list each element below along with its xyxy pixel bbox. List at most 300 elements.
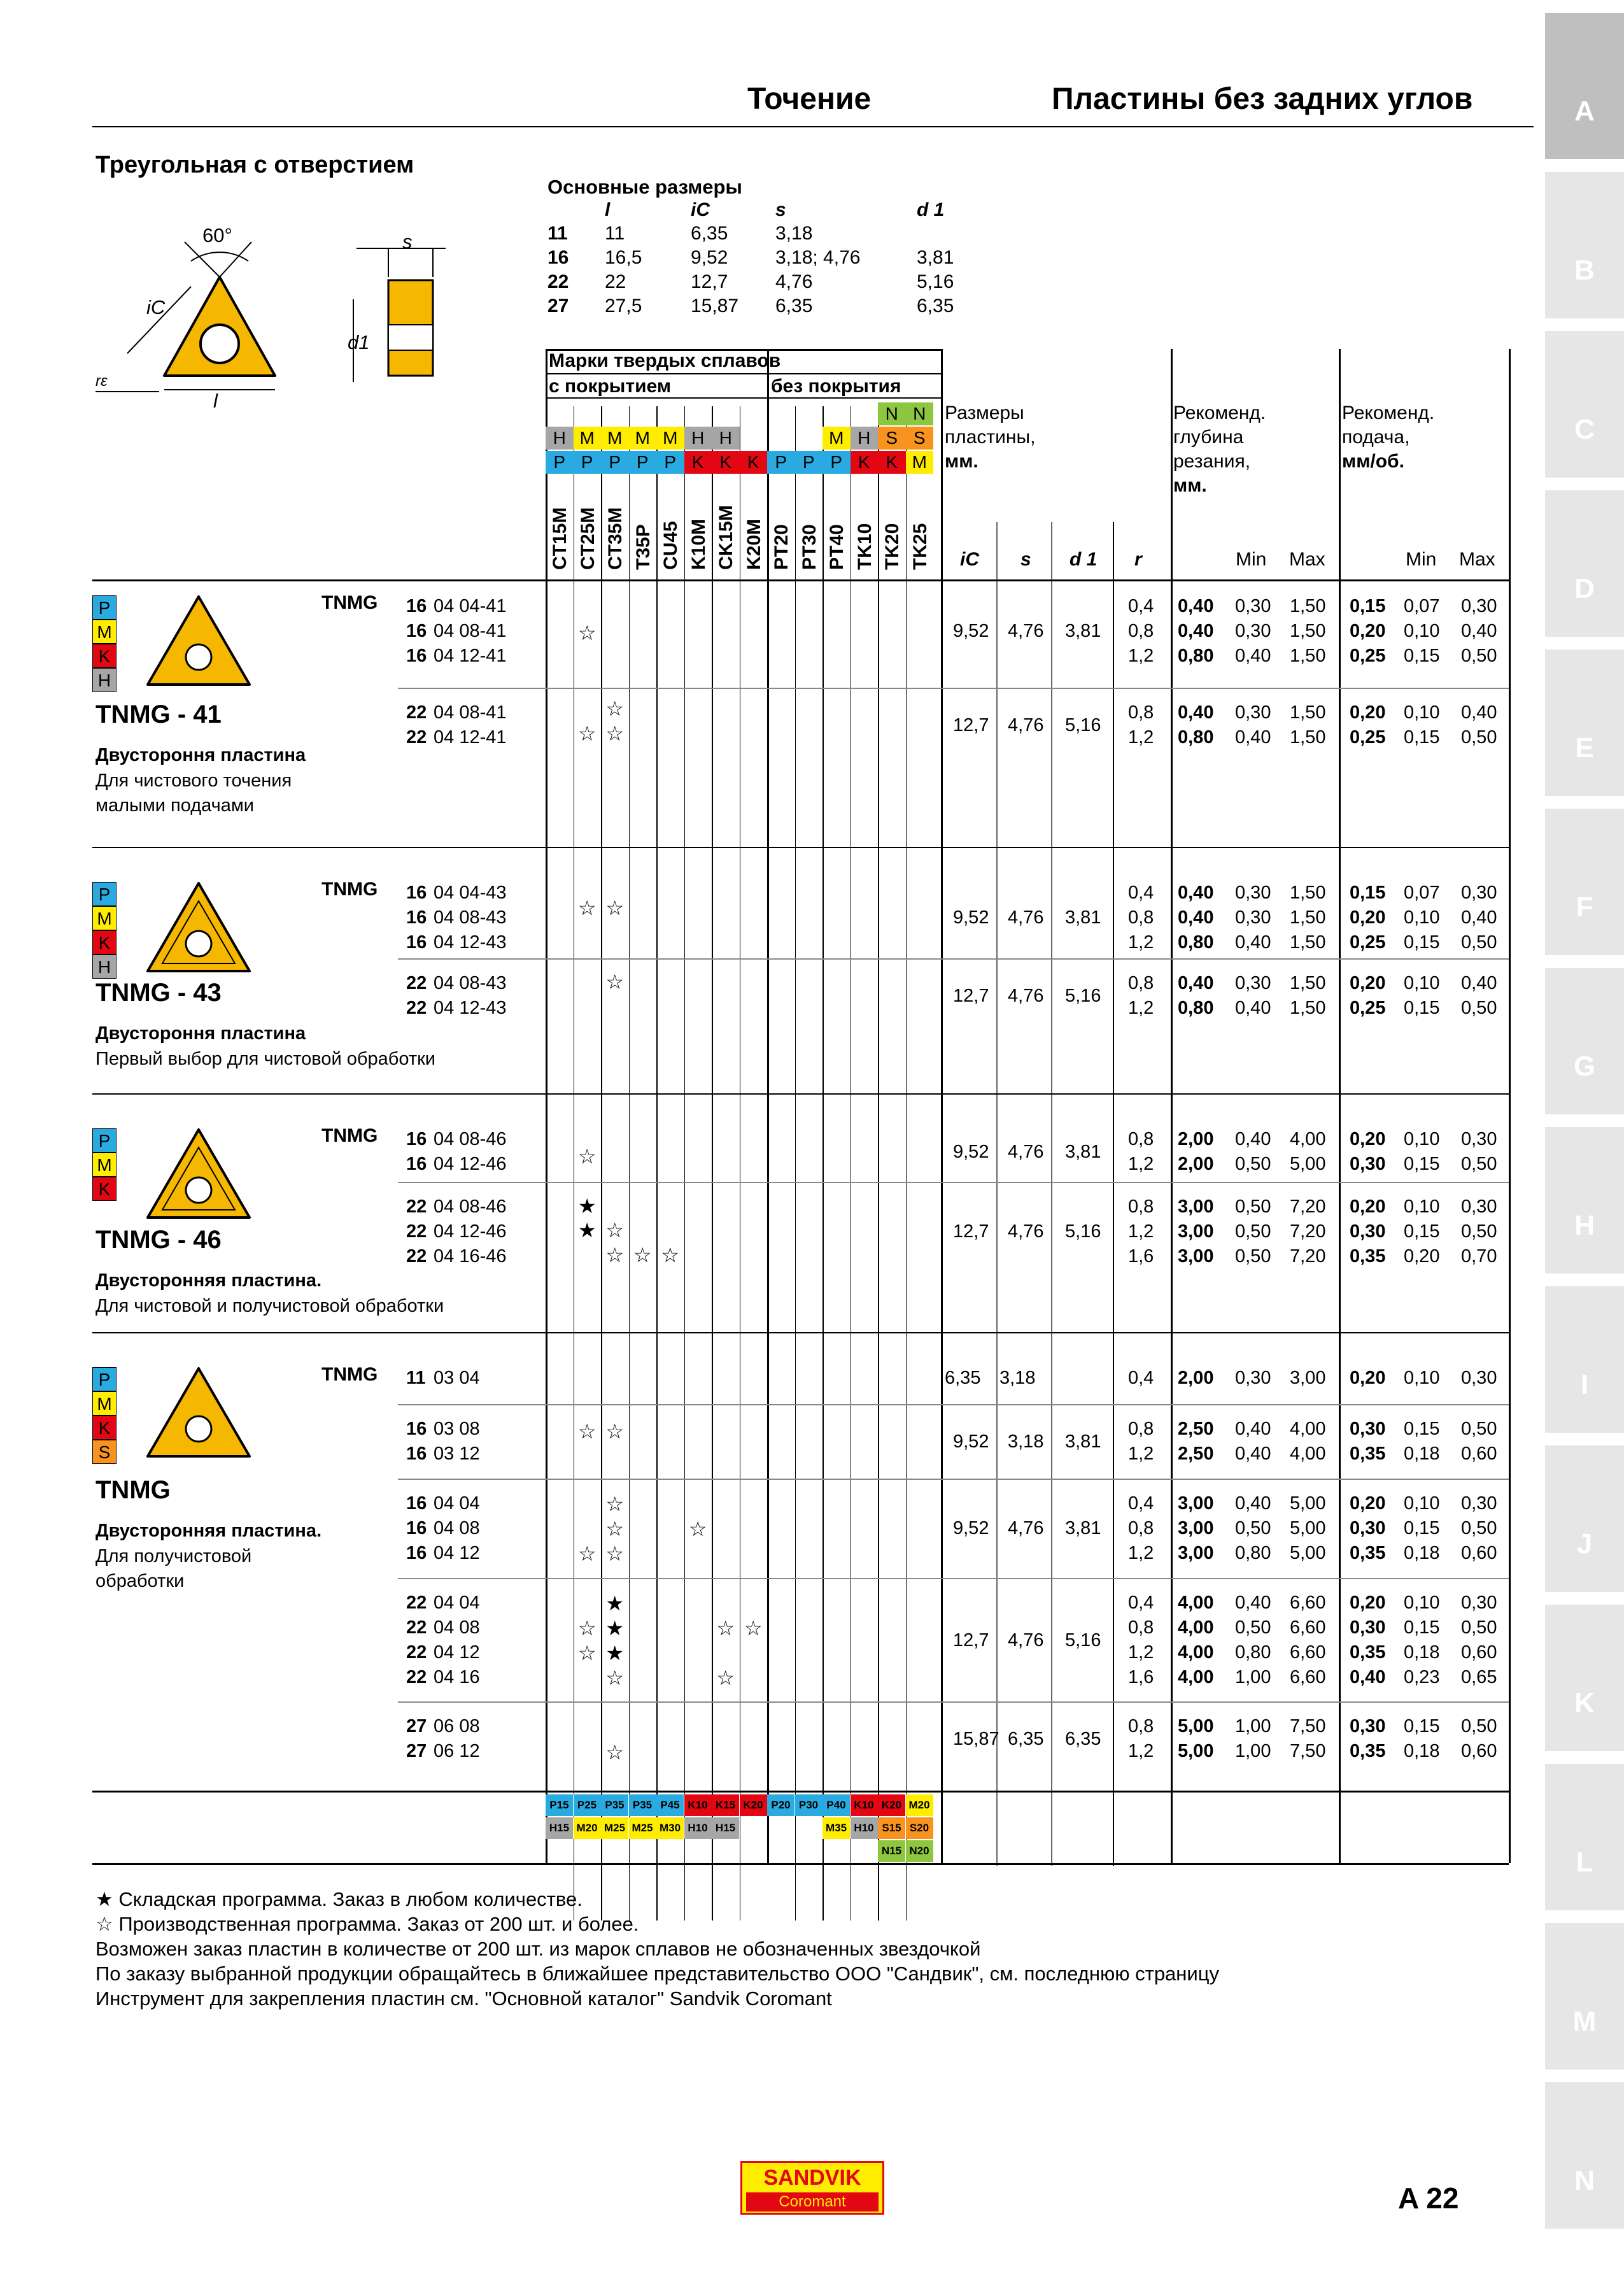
size-d1: 3,81 [1065,1431,1101,1452]
depth-max: 4,00 [1290,1444,1326,1464]
radius: 0,8 [1128,1716,1154,1736]
radius: 1,2 [1128,1444,1154,1464]
radius: 0,8 [1128,1419,1154,1439]
depth-max: 5,00 [1290,1154,1326,1174]
size-ic: 12,7 [953,985,989,1006]
grade-code: P45 [656,1794,684,1816]
depth-max: 1,50 [1290,932,1326,953]
grade-k10m: K10M [688,518,709,570]
radius: 1,2 [1128,1543,1154,1563]
depth-min: 0,30 [1235,907,1271,928]
size-d1: 5,16 [1065,1629,1101,1651]
grade-code: M20 [574,1817,601,1839]
depth-min: 0,30 [1235,1368,1271,1388]
code-prefix: 22 [406,727,427,748]
ic-label: iC [146,296,166,318]
depth-max: 1,50 [1290,973,1326,993]
iso-mid: H [712,427,740,450]
code-prefix: 22 [406,702,427,723]
iso-badge-k: K [92,930,117,955]
feed-min: 0,18 [1404,1543,1440,1563]
feed-rec: 0,30 [1350,1716,1386,1736]
side-tab-g[interactable] [1545,968,1624,1114]
feed-min: 0,15 [1404,1617,1440,1638]
d1-label: d1 [348,331,370,353]
column-header: Max [1459,549,1495,570]
size-ic: 15,87 [953,1728,999,1749]
code-suffix: 06 12 [434,1741,480,1761]
depth-max: 1,50 [1290,907,1326,928]
side-tab-f[interactable] [1545,809,1624,955]
iso-n: N [906,402,934,425]
depth-max: 6,60 [1290,1617,1326,1638]
depth-header: резания, [1173,451,1251,472]
radius: 0,8 [1128,1617,1154,1638]
feed-max: 0,50 [1461,1617,1497,1638]
feed-min: 0,15 [1404,998,1440,1018]
star-mark: ☆ [688,1517,707,1540]
size-header: Размеры [945,402,1024,423]
block-separator [398,1479,1509,1480]
feed-max: 0,50 [1461,1221,1497,1242]
dims-cell: 6,35 [917,295,954,316]
grade-code: P35 [601,1794,628,1816]
depth-rec: 3,00 [1178,1246,1214,1267]
star-mark: ★ [577,1219,597,1242]
star-mark: ☆ [605,1493,625,1516]
feed-rec: 0,25 [1350,727,1386,748]
radius: 0,8 [1128,907,1154,928]
dims-cell: 16 [547,247,569,268]
feed-min: 0,10 [1404,702,1440,723]
size-s: 4,76 [1008,1141,1044,1162]
feed-min: 0,07 [1404,883,1440,903]
block-separator [398,1404,1509,1405]
depth-max: 4,00 [1290,1419,1326,1439]
code-suffix: 04 16 [434,1667,480,1687]
iso-badge-m: M [92,1391,117,1416]
feed-rec: 0,20 [1350,1593,1386,1613]
feed-rec: 0,20 [1350,702,1386,723]
side-tab-e[interactable] [1545,650,1624,796]
size-s: 4,76 [1008,985,1044,1006]
grade-col-line [656,406,658,1920]
star-mark: ☆ [605,1219,625,1242]
star-mark: ☆ [605,970,625,993]
size-d1: 5,16 [1065,714,1101,735]
depth-min: 0,40 [1235,1493,1271,1514]
code-suffix: 04 04-41 [434,596,507,616]
insert-name: TNMG - 43 [95,979,222,1007]
dims-col-header: d 1 [917,199,945,220]
depth-min: 0,50 [1235,1154,1271,1174]
depth-rec: 4,00 [1178,1593,1214,1613]
code-prefix: 22 [406,998,427,1018]
iso-badge-h: H [92,668,117,692]
insert-hole [201,325,239,363]
grade-ct25m: CT25M [577,507,598,570]
iso-badge-m: M [92,1153,117,1177]
grade-col-line [629,406,630,1920]
feed-min: 0,15 [1404,1518,1440,1538]
insert-name: TNMG - 46 [95,1226,222,1254]
depth-rec: 0,80 [1178,998,1214,1018]
depth-max: 1,50 [1290,646,1326,666]
logo-text: SANDVIK [763,2166,861,2190]
iso-badge-p: P [92,882,117,906]
grade-code: M25 [629,1817,656,1839]
feed-min: 0,15 [1404,727,1440,748]
code-prefix: 16 [406,646,427,666]
depth-min: 0,30 [1235,702,1271,723]
column-header: Min [1236,549,1267,570]
insert-desc-bold: Двустороння пластина [95,1023,306,1044]
grade-code: M25 [601,1817,628,1839]
table-vline [546,349,547,1863]
feed-max: 0,60 [1461,1741,1497,1761]
feed-rec: 0,20 [1350,1129,1386,1149]
depth-rec: 2,50 [1178,1444,1214,1464]
size-s: 4,76 [1008,1221,1044,1242]
iso-low: P [601,451,629,474]
grade-code: N15 [878,1840,905,1862]
grade-t35p: T35P [632,524,654,570]
grade-ck15m: CK15M [716,505,737,570]
depth-max: 1,50 [1290,596,1326,616]
s-label: s [402,231,413,253]
feed-max: 0,30 [1461,596,1497,616]
grade-col-line [906,406,907,1920]
feed-header: Рекоменд. [1342,402,1435,423]
side-tab-label: C [1574,414,1595,445]
star-mark: ☆ [605,1517,625,1540]
feed-min: 0,18 [1404,1741,1440,1761]
grade-col-line [795,406,796,1920]
grade-code: K10 [684,1794,712,1816]
code-suffix: 04 04 [434,1493,480,1514]
depth-rec: 0,80 [1178,727,1214,748]
dims-cell: 22 [547,271,569,292]
grade-ct15m: CT15M [549,507,570,570]
section-title: Точение [747,82,872,116]
feed-rec: 0,30 [1350,1617,1386,1638]
footnote: Инструмент для закрепления пластин см. "Основной каталог" Sandvik Coromant [95,1987,832,2010]
depth-min: 0,30 [1235,883,1271,903]
feed-rec: 0,25 [1350,998,1386,1018]
star-mark: ☆ [577,1420,597,1443]
column-header: d 1 [1070,549,1098,570]
radius: 1,2 [1128,998,1154,1018]
feed-rec: 0,35 [1350,1741,1386,1761]
code-prefix: 16 [406,1129,427,1149]
iso-low: M [906,451,934,474]
code-prefix: 22 [406,1593,427,1613]
star-mark: ★ [605,1617,625,1640]
depth-rec: 0,40 [1178,907,1214,928]
side-tab-d[interactable] [1545,490,1624,637]
code-prefix: 22 [406,1642,427,1663]
radius: 1,2 [1128,646,1154,666]
code-prefix: 27 [406,1716,427,1736]
type-label: TNMG [321,592,378,613]
side-tab-label: J [1576,1528,1593,1559]
star-mark: ☆ [605,1542,625,1565]
feed-max: 0,50 [1461,932,1497,953]
subtitle: Треугольная с отверстием [95,152,414,178]
grade-code: K20 [740,1794,767,1816]
grades-title: Марки твердых сплавов [549,350,781,371]
code-suffix: 04 04-43 [434,883,507,903]
depth-max: 7,50 [1290,1741,1326,1761]
depth-max: 6,60 [1290,1667,1326,1687]
depth-min: 0,40 [1235,1444,1271,1464]
size-d1: 6,35 [1065,1728,1101,1749]
r-col-line [1113,522,1114,1866]
side-tab-label: G [1573,1051,1596,1082]
feed-min: 0,10 [1404,1493,1440,1514]
star-mark: ☆ [577,1642,597,1665]
insert-icon [141,877,256,979]
footnote: Возможен заказ пластин в количестве от 200 шт. из марок сплавов не обозначенных звездочкой [95,1938,981,1960]
header-bottom-line [92,579,1509,581]
re-label: rε [95,373,108,390]
iso-badge-m: M [92,906,117,930]
radius: 1,2 [1128,1741,1154,1761]
depth-rec: 0,40 [1178,973,1214,993]
dims-cell: 4,76 [775,271,813,292]
depth-min: 1,00 [1235,1716,1271,1736]
grade-code: N20 [906,1840,933,1862]
iso-mid: M [629,427,657,450]
code-suffix: 04 12-43 [434,932,507,953]
type-label: TNMG [321,879,378,900]
code-suffix: 04 12 [434,1642,480,1663]
feed-header: подача, [1342,427,1410,448]
dims-cell: 22 [605,271,626,292]
radius: 0,4 [1128,596,1154,616]
iso-badge-p: P [92,595,117,620]
group-separator [92,847,1509,848]
iso-low: P [656,451,684,474]
feed-min: 0,15 [1404,932,1440,953]
iso-low: K [878,451,906,474]
size-ic: 12,7 [953,714,989,735]
depth-max: 7,20 [1290,1196,1326,1217]
code-suffix: 04 08-46 [434,1129,507,1149]
depth-rec: 3,00 [1178,1518,1214,1538]
bottom-rule [92,1791,1509,1793]
star-mark: ☆ [605,897,625,919]
depth-rec: 0,40 [1178,702,1214,723]
iso-badge-p: P [92,1128,117,1153]
star-mark: ☆ [577,1617,597,1640]
depth-min: 0,50 [1235,1221,1271,1242]
grade-code: H10 [851,1817,878,1839]
code-prefix: 16 [406,907,427,928]
footnote: ☆ Производственная программа. Заказ от 200 шт. и более. [95,1913,639,1935]
side-tab-b[interactable] [1545,172,1624,318]
code-suffix: 04 08-41 [434,621,507,641]
side-tab-l[interactable] [1545,1764,1624,1910]
depth-rec: 0,80 [1178,932,1214,953]
side-tab-a[interactable] [1545,13,1624,159]
block-separator [398,1701,1509,1703]
depth-max: 5,00 [1290,1543,1326,1563]
depth-max: 1,50 [1290,727,1326,748]
radius: 1,2 [1128,727,1154,748]
feed-min: 0,15 [1404,1419,1440,1439]
feed-min: 0,10 [1404,1368,1440,1388]
size-d1: 3,81 [1065,907,1101,928]
depth-rec: 3,00 [1178,1493,1214,1514]
star-mark: ☆ [716,1617,735,1640]
depth-min: 0,40 [1235,998,1271,1018]
grade-code: P15 [546,1794,573,1816]
iso-mid: M [823,427,851,450]
size-ic: 9,52 [953,907,989,928]
grade-col-line [851,406,852,1920]
insert-desc-bold: Двусторонняя пластина. [95,1270,322,1291]
insert-desc: малыми подачами [95,795,255,816]
feed-min: 0,15 [1404,1221,1440,1242]
size-ic: 12,7 [953,1629,989,1651]
grade-cu45: CU45 [660,521,681,570]
grade-code: H10 [684,1817,712,1839]
size-s: 4,76 [1008,1518,1044,1538]
star-mark: ☆ [633,1244,652,1267]
code-prefix: 22 [406,1221,427,1242]
feed-max: 0,30 [1461,883,1497,903]
size-d1: 3,81 [1065,1141,1101,1162]
table-vline [1171,349,1173,1863]
dims-cell: 11 [547,223,568,244]
size-ic: 9,52 [953,621,989,641]
depth-rec: 2,00 [1178,1154,1214,1174]
feed-min: 0,10 [1404,1196,1440,1217]
code-prefix: 16 [406,621,427,641]
size-s: 4,76 [1008,1629,1044,1651]
code-prefix: 22 [406,1667,427,1687]
grade-col-line [712,406,713,1920]
page-number: A 22 [1398,2182,1459,2215]
size-ic: 12,7 [953,1221,989,1242]
feed-max: 0,40 [1461,702,1497,723]
insert-desc: обработки [95,1571,185,1591]
dims-cell: 3,18; 4,76 [775,247,861,268]
feed-min: 0,23 [1404,1667,1440,1687]
feed-max: 0,60 [1461,1642,1497,1663]
feed-max: 0,50 [1461,646,1497,666]
insert-desc: Для чистового точения [95,770,292,791]
size-ic: 9,52 [953,1431,989,1452]
side-tab-k[interactable] [1545,1605,1624,1751]
depth-min: 0,30 [1235,973,1271,993]
grade-code: K10 [851,1794,878,1816]
side-tab-j[interactable] [1545,1445,1624,1592]
code-prefix: 22 [406,1246,427,1267]
depth-rec: 4,00 [1178,1667,1214,1687]
iso-mid: S [878,427,906,450]
iso-low: P [795,451,823,474]
grade-pt30: PT30 [798,524,820,570]
size-header: мм. [945,451,978,472]
iso-badge-s: S [92,1440,117,1464]
code-suffix: 04 08-41 [434,702,507,723]
dims-col-header: s [775,199,786,220]
side-tab-n[interactable] [1545,2082,1624,2229]
feed-max: 0,30 [1461,1493,1497,1514]
feed-rec: 0,15 [1350,883,1386,903]
size-d1: 3,81 [1065,1518,1101,1538]
grade-col-line [684,406,686,1920]
insert-drawing [89,217,446,414]
side-tab-m[interactable] [1545,1923,1624,2070]
side-tab-label: L [1576,1847,1593,1878]
iso-mid: M [656,427,684,450]
depth-max: 5,00 [1290,1518,1326,1538]
size-s: 4,76 [1008,621,1044,641]
grade-code: K15 [712,1794,739,1816]
table-vline [1509,349,1511,1863]
iso-low: P [629,451,657,474]
depth-header: глубина [1173,427,1244,448]
code-prefix: 11 [406,1368,426,1388]
feed-max: 0,65 [1461,1667,1497,1687]
grades-line2 [546,397,941,399]
footnote: По заказу выбранной продукции обращайтесь в ближайшее представительство ООО "Сандвик", см. последнюю страницу [95,1963,1219,1985]
column-header: iC [960,549,979,570]
header-rule [92,126,1534,127]
uncoated-label: без покрытия [771,376,901,397]
side-tab-c[interactable] [1545,331,1624,478]
iso-n: N [878,402,906,425]
feed-rec: 0,25 [1350,932,1386,953]
table-bottom-line [92,1863,1509,1865]
side-tab-i[interactable] [1545,1286,1624,1433]
depth-min: 0,50 [1235,1246,1271,1267]
feed-max: 0,40 [1461,973,1497,993]
radius: 0,8 [1128,1129,1154,1149]
radius: 0,8 [1128,1518,1154,1538]
iso-mid: H [546,427,574,450]
depth-rec: 0,40 [1178,883,1214,903]
star-mark: ☆ [744,1617,763,1640]
radius: 1,6 [1128,1667,1154,1687]
feed-max: 0,40 [1461,621,1497,641]
radius: 0,4 [1128,1593,1154,1613]
star-mark: ☆ [577,722,597,745]
code-suffix: 03 12 [434,1444,480,1464]
star-mark: ☆ [605,1741,625,1764]
feed-max: 0,30 [1461,1593,1497,1613]
feed-rec: 0,20 [1350,1368,1386,1388]
insert-desc-bold: Двустороння пластина [95,745,306,765]
depth-max: 7,20 [1290,1221,1326,1242]
grade-code: P35 [629,1794,656,1816]
side-tab-h[interactable] [1545,1127,1624,1274]
type-label: TNMG [321,1125,378,1146]
code-prefix: 16 [406,596,427,616]
insert-desc: Для чистовой и получистовой обработки [95,1296,444,1316]
radius: 0,4 [1128,883,1154,903]
feed-rec: 0,30 [1350,1419,1386,1439]
iso-badge-m: M [92,620,117,644]
feed-rec: 0,35 [1350,1543,1386,1563]
column-header: s [1020,549,1031,570]
iso-badge-p: P [92,1367,117,1391]
size-s: 4,76 [1008,907,1044,928]
dims-cell: 6,35 [775,295,813,316]
